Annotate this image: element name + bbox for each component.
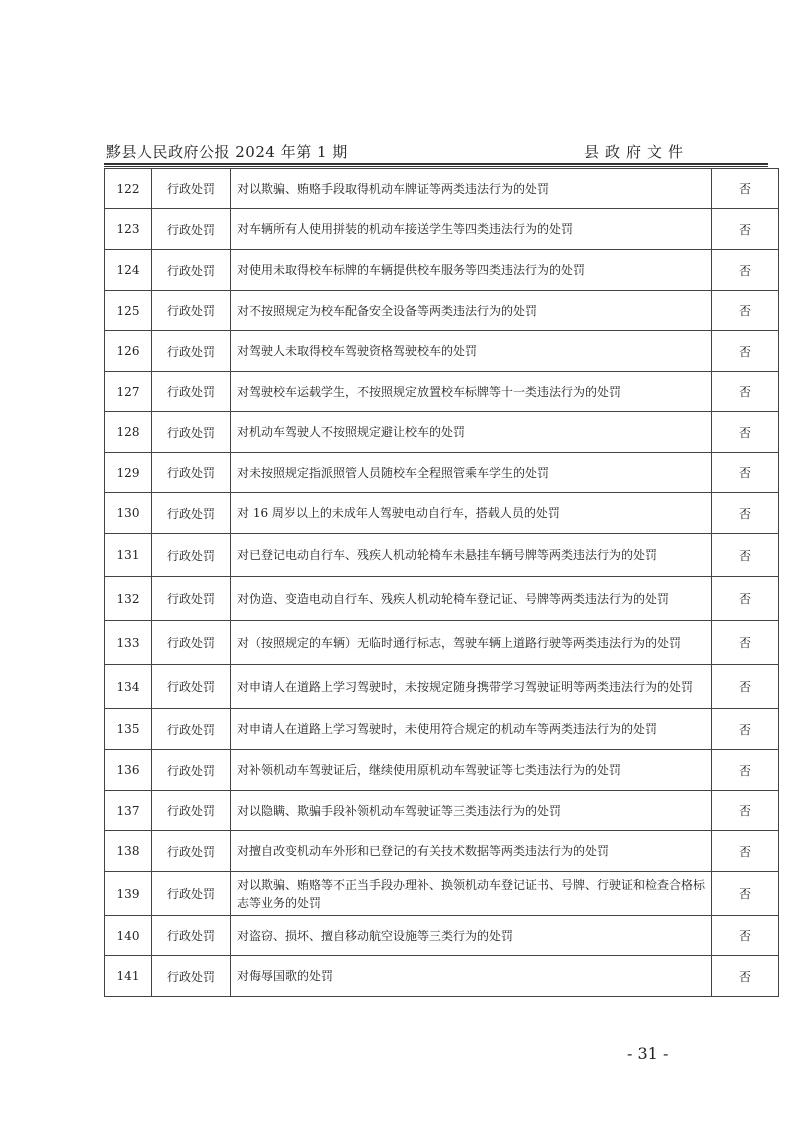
row-flag: 否 xyxy=(712,831,779,872)
row-item-name: 对不按照规定为校车配备安全设备等两类违法行为的处罚 xyxy=(231,291,712,331)
row-flag: 否 xyxy=(712,577,779,621)
section-title: 县政府文件 xyxy=(583,143,689,161)
penalty-table xyxy=(104,168,779,997)
row-flag: 否 xyxy=(712,493,779,534)
row-number: 141 xyxy=(105,956,152,997)
row-item-name: 对驾驶校车运载学生，不按照规定放置校车标牌等十一类违法行为的处罚 xyxy=(231,372,712,412)
row-item-name: 对申请人在道路上学习驾驶时，未按规定随身携带学习驾驶证明等两类违法行为的处罚 xyxy=(231,665,712,709)
row-type: 行政处罚 xyxy=(152,956,231,997)
table-row xyxy=(105,291,779,331)
row-flag: 否 xyxy=(712,209,779,250)
row-number: 133 xyxy=(105,621,152,665)
bulletin-title: 黟县人民政府公报 2024 年第 1 期 xyxy=(106,143,348,161)
table-row xyxy=(105,791,779,831)
row-type: 行政处罚 xyxy=(152,493,231,534)
row-type: 行政处罚 xyxy=(152,709,231,750)
row-number: 135 xyxy=(105,709,152,750)
row-type: 行政处罚 xyxy=(152,665,231,709)
row-item-name: 对补领机动车驾驶证后，继续使用原机动车驾驶证等七类违法行为的处罚 xyxy=(231,750,712,791)
table-row xyxy=(105,372,779,412)
table-row xyxy=(105,621,779,665)
row-flag: 否 xyxy=(712,621,779,665)
row-type: 行政处罚 xyxy=(152,250,231,291)
row-item-name: 对已登记电动自行车、残疾人机动轮椅车未悬挂车辆号牌等两类违法行为的处罚 xyxy=(231,534,712,577)
row-type: 行政处罚 xyxy=(152,750,231,791)
row-number: 122 xyxy=(105,169,152,209)
table-row xyxy=(105,956,779,997)
row-number: 139 xyxy=(105,872,152,916)
table-row xyxy=(105,250,779,291)
page-number: - 31 - xyxy=(627,1044,669,1063)
row-item-name: 对以隐瞒、欺骗手段补领机动车驾驶证等三类违法行为的处罚 xyxy=(231,791,712,831)
row-type: 行政处罚 xyxy=(152,291,231,331)
row-number: 123 xyxy=(105,209,152,250)
row-number: 125 xyxy=(105,291,152,331)
row-item-name: 对使用未取得校车标牌的车辆提供校车服务等四类违法行为的处罚 xyxy=(231,250,712,291)
row-type: 行政处罚 xyxy=(152,577,231,621)
row-flag: 否 xyxy=(712,534,779,577)
row-item-name: 对伪造、变造电动自行车、残疾人机动轮椅车登记证、号牌等两类违法行为的处罚 xyxy=(231,577,712,621)
row-flag: 否 xyxy=(712,791,779,831)
row-type: 行政处罚 xyxy=(152,372,231,412)
row-number: 126 xyxy=(105,331,152,372)
row-flag: 否 xyxy=(712,665,779,709)
row-item-name: 对驾驶人未取得校车驾驶资格驾驶校车的处罚 xyxy=(231,331,712,372)
row-item-name: 对申请人在道路上学习驾驶时，未使用符合规定的机动车等两类违法行为的处罚 xyxy=(231,709,712,750)
table-row xyxy=(105,331,779,372)
row-type: 行政处罚 xyxy=(152,534,231,577)
row-type: 行政处罚 xyxy=(152,453,231,493)
header-rule-thick xyxy=(104,163,768,165)
row-number: 124 xyxy=(105,250,152,291)
row-flag: 否 xyxy=(712,453,779,493)
row-flag: 否 xyxy=(712,872,779,916)
row-number: 127 xyxy=(105,372,152,412)
table-row xyxy=(105,209,779,250)
row-item-name: 对未按照规定指派照管人员随校车全程照管乘车学生的处罚 xyxy=(231,453,712,493)
table-row xyxy=(105,831,779,872)
header-rule-thin xyxy=(104,166,768,167)
row-type: 行政处罚 xyxy=(152,621,231,665)
table-row xyxy=(105,493,779,534)
row-number: 137 xyxy=(105,791,152,831)
row-number: 130 xyxy=(105,493,152,534)
table-row xyxy=(105,872,779,916)
row-number: 136 xyxy=(105,750,152,791)
row-type: 行政处罚 xyxy=(152,169,231,209)
row-type: 行政处罚 xyxy=(152,331,231,372)
row-flag: 否 xyxy=(712,916,779,956)
row-number: 131 xyxy=(105,534,152,577)
row-flag: 否 xyxy=(712,331,779,372)
row-flag: 否 xyxy=(712,750,779,791)
row-item-name: 对以欺骗、贿赂等不正当手段办理补、换领机动车登记证书、号牌、行驶证和检查合格标志等业务的处罚 xyxy=(231,872,712,916)
row-type: 行政处罚 xyxy=(152,916,231,956)
table-row xyxy=(105,665,779,709)
row-number: 138 xyxy=(105,831,152,872)
row-flag: 否 xyxy=(712,169,779,209)
row-type: 行政处罚 xyxy=(152,872,231,916)
row-item-name: 对盗窃、损坏、擅自移动航空设施等三类行为的处罚 xyxy=(231,916,712,956)
table-row xyxy=(105,169,779,209)
row-number: 128 xyxy=(105,412,152,453)
row-type: 行政处罚 xyxy=(152,209,231,250)
row-flag: 否 xyxy=(712,250,779,291)
row-item-name: 对 16 周岁以上的未成年人驾驶电动自行车，搭载人员的处罚 xyxy=(231,493,712,534)
row-flag: 否 xyxy=(712,709,779,750)
row-item-name: 对擅自改变机动车外形和已登记的有关技术数据等两类违法行为的处罚 xyxy=(231,831,712,872)
row-type: 行政处罚 xyxy=(152,831,231,872)
row-item-name: 对以欺骗、贿赂手段取得机动车牌证等两类违法行为的处罚 xyxy=(231,169,712,209)
row-number: 132 xyxy=(105,577,152,621)
table-row xyxy=(105,534,779,577)
table-row xyxy=(105,750,779,791)
row-item-name: 对车辆所有人使用拼装的机动车接送学生等四类违法行为的处罚 xyxy=(231,209,712,250)
table-row xyxy=(105,916,779,956)
penalty-table-body xyxy=(105,169,779,997)
row-type: 行政处罚 xyxy=(152,791,231,831)
row-item-name: 对（按照规定的车辆）无临时通行标志，驾驶车辆上道路行驶等两类违法行为的处罚 xyxy=(231,621,712,665)
row-flag: 否 xyxy=(712,412,779,453)
row-number: 140 xyxy=(105,916,152,956)
table-row xyxy=(105,453,779,493)
row-item-name: 对侮辱国歌的处罚 xyxy=(231,956,712,997)
table-row xyxy=(105,577,779,621)
row-number: 129 xyxy=(105,453,152,493)
table-row xyxy=(105,709,779,750)
page-header xyxy=(106,141,689,163)
row-flag: 否 xyxy=(712,956,779,997)
table-row xyxy=(105,412,779,453)
row-number: 134 xyxy=(105,665,152,709)
row-flag: 否 xyxy=(712,372,779,412)
row-flag: 否 xyxy=(712,291,779,331)
row-item-name: 对机动车驾驶人不按照规定避让校车的处罚 xyxy=(231,412,712,453)
row-type: 行政处罚 xyxy=(152,412,231,453)
